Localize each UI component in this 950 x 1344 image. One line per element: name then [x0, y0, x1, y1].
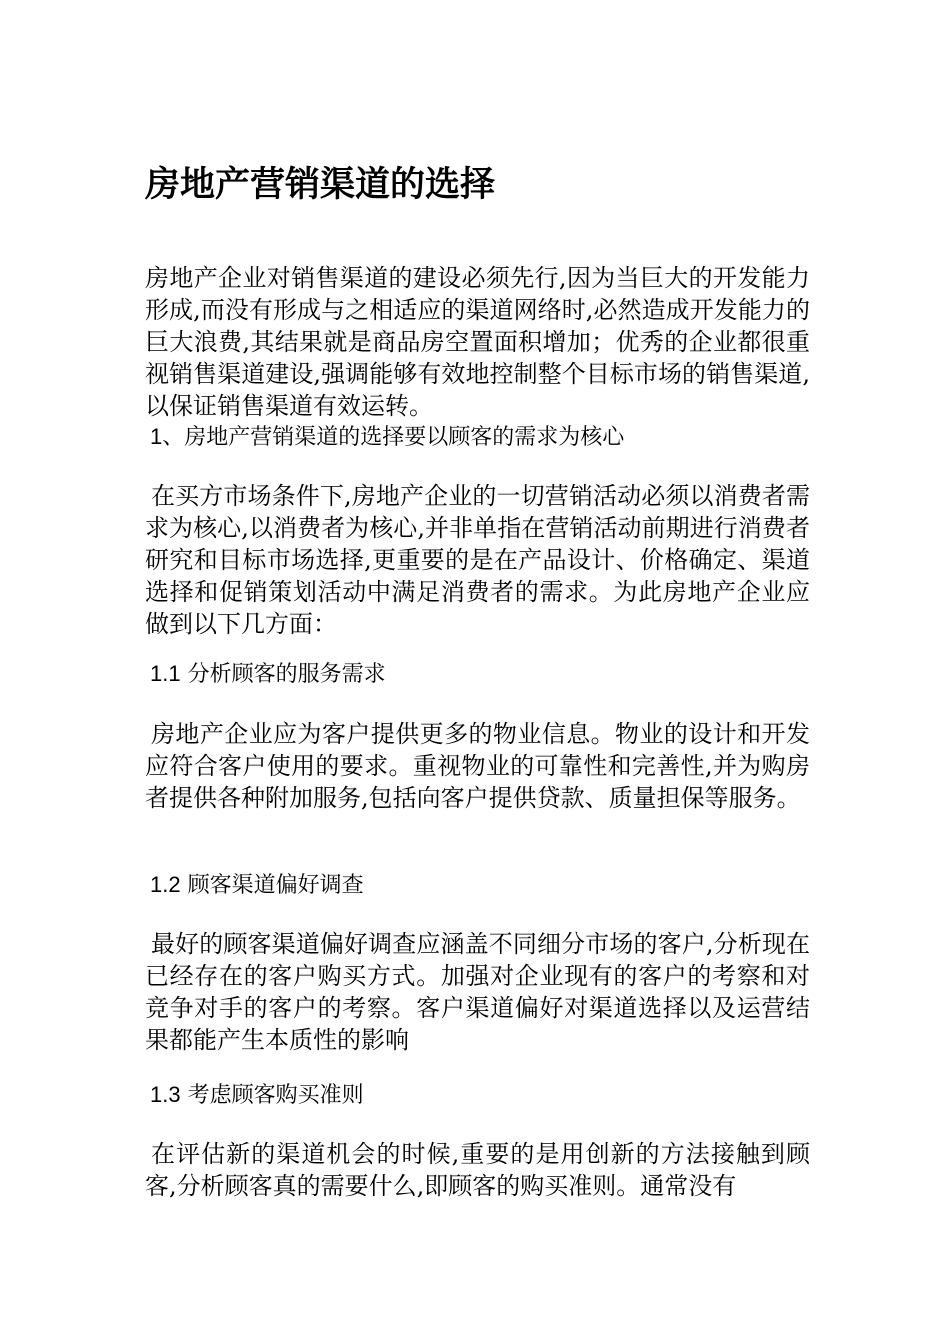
section-1-heading [150, 421, 810, 454]
section-1-1-body: 房地产企业应为客户提供更多的物业信息。物业的设计和开发应符合客户使用的要求。重视物业的可靠性和完善性,并为购房者提供各种附加服务,包括向客户提供贷款、质量担保等服务。 [145, 720, 810, 812]
section-1-1-number: 1.1 [150, 661, 181, 686]
section-1-2-heading-text: 顾客渠道偏好调查 [180, 873, 364, 898]
section-1-3-body: 在评估新的渠道机会的时候,重要的是用创新的方法接触到顾客,分析顾客真的需要什么,即顾客的购买准则。通常没有 [145, 1140, 810, 1200]
intro-paragraph: 房地产企业对销售渠道的建设必须先行,因为当巨大的开发能力形成,而没有形成与之相适应的渠道网络时,必然造成开发能力的巨大浪费,其结果就是商品房空置面积增加；优秀的企业都很重视销售渠道建设,强调能够有效地控制整个目标市场的销售渠道,以保证销售渠道有效运转。 [145, 264, 810, 420]
section-1-2-number: 1.2 [150, 872, 181, 897]
section-1-3-heading [150, 1079, 810, 1112]
section-1-number: 1 [150, 424, 163, 449]
section-1-2-heading [150, 869, 810, 902]
section-1-1-heading-text: 分析顾客的服务需求 [180, 662, 386, 687]
section-1-heading-text: 、房地产营销渠道的选择要以顾客的需求为核心 [162, 425, 625, 450]
document-title: 房地产营销渠道的选择 [145, 164, 496, 205]
section-1-3-number: 1.3 [150, 1082, 181, 1107]
section-1-body: 在买方市场条件下,房地产企业的一切营销活动必须以消费者需求为核心,以消费者为核心,并非单指在营销活动前期进行消费者研究和目标市场选择,更重要的是在产品设计、价格确定、渠道选择和促销策划活动中满足消费者的需求。为此房地产企业应做到以下几方面： [145, 482, 810, 638]
section-1-2-body: 最好的顾客渠道偏好调查应涵盖不同细分市场的客户,分析现在已经存在的客户购买方式。加强对企业现有的客户的考察和对竞争对手的客户的考察。客户渠道偏好对渠道选择以及运营结果都能产生本质性的影响 [145, 930, 810, 1054]
section-1-1-heading [150, 658, 810, 691]
section-1-3-heading-text: 考虑顾客购买准则 [180, 1083, 364, 1108]
